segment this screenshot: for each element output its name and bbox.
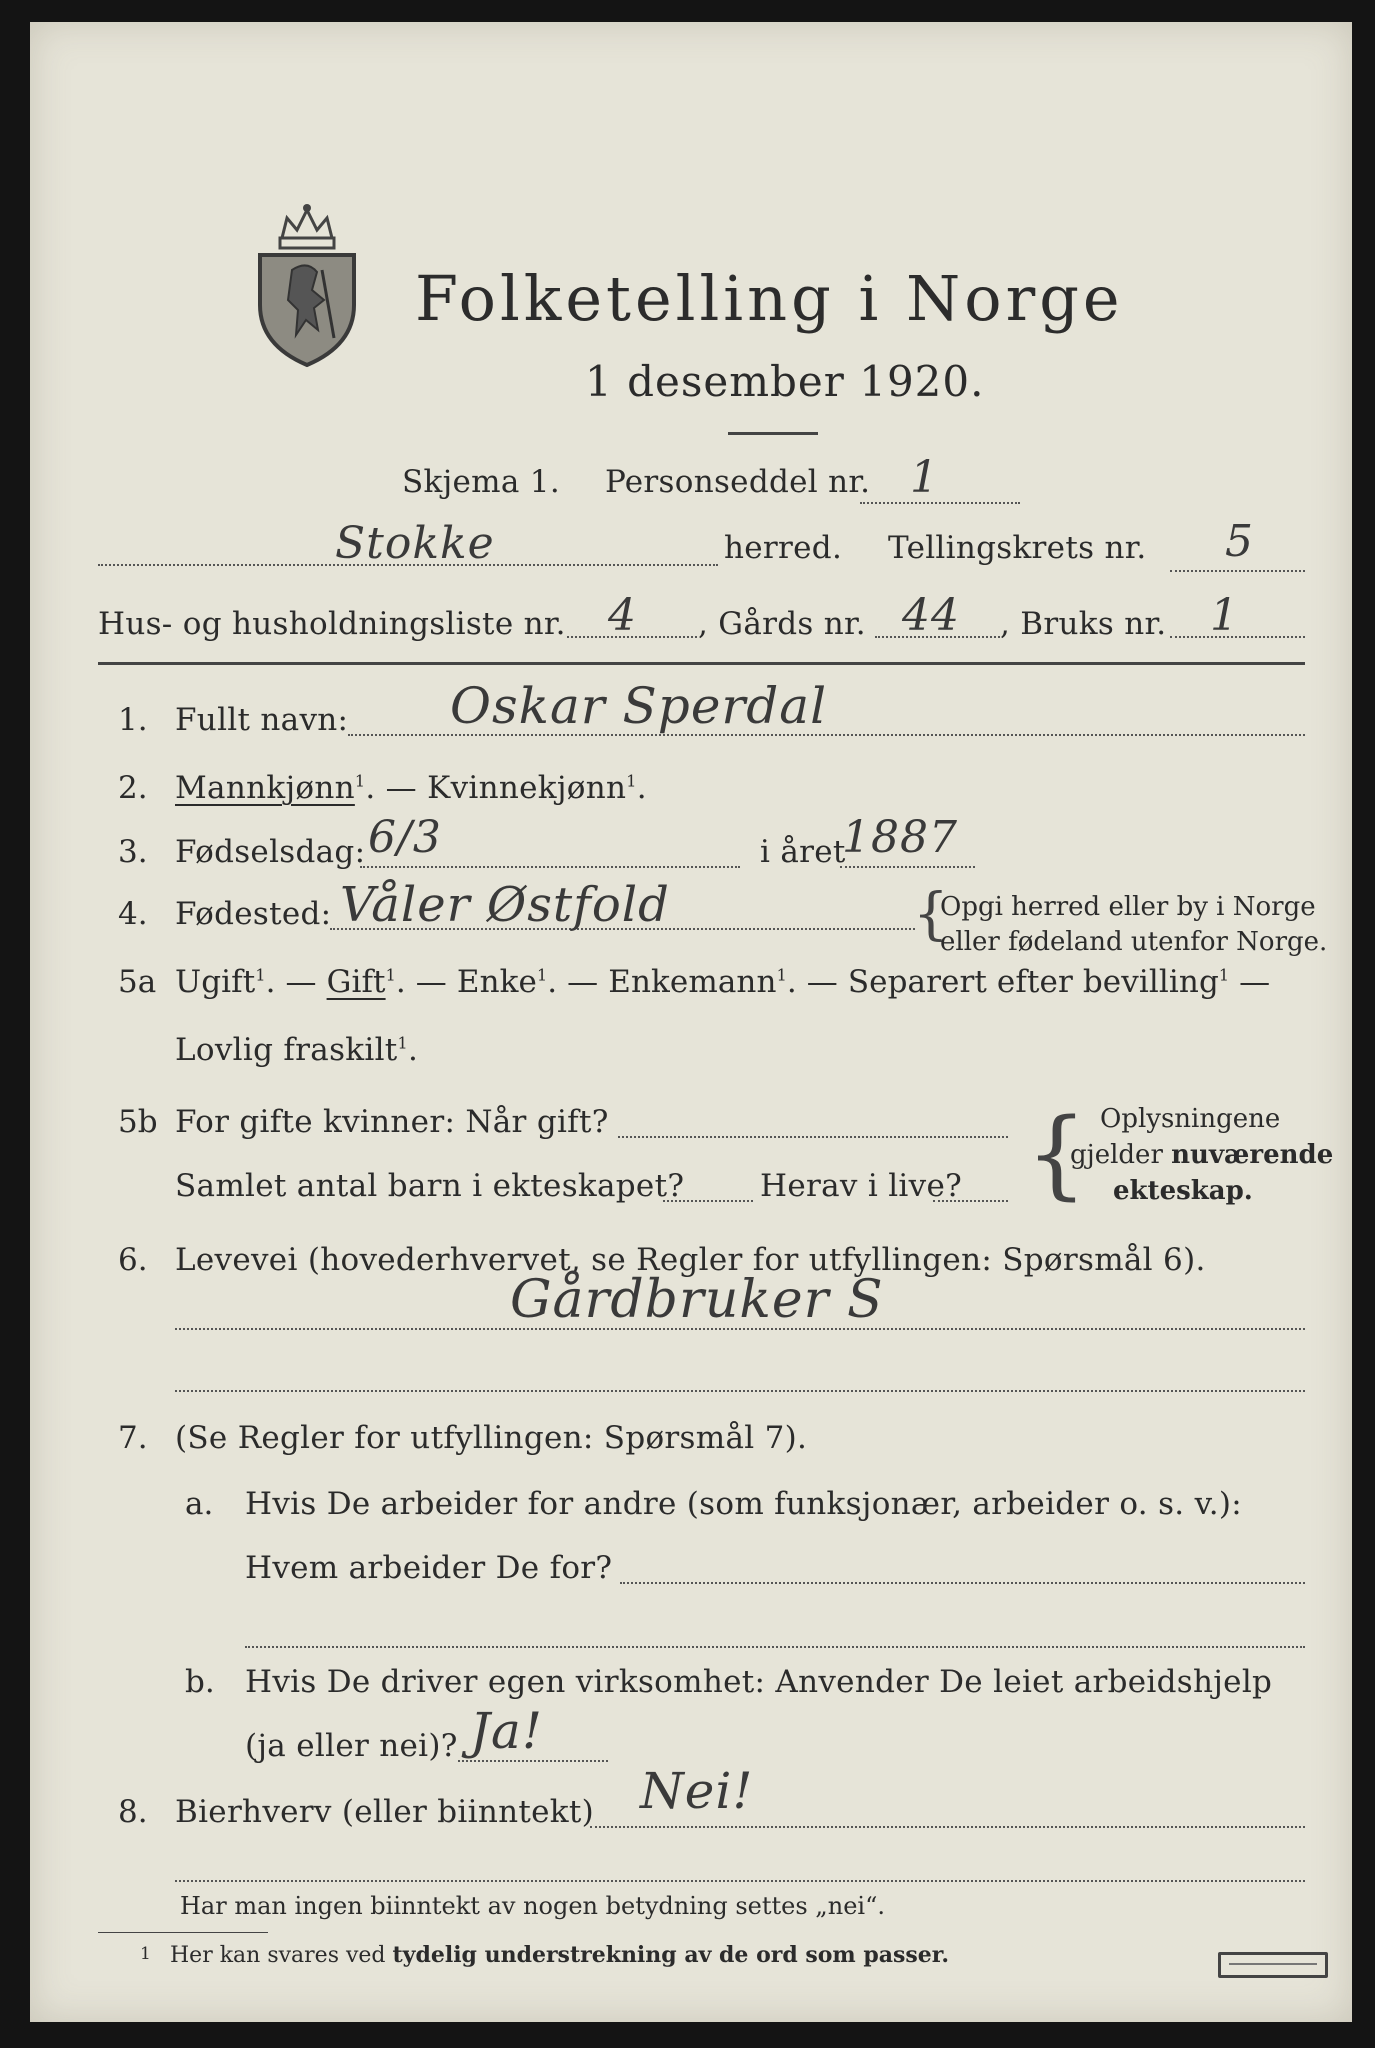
- q3-label: Fødselsdag:: [175, 834, 366, 870]
- q5b-line2a: Samlet antal barn i ekteskapet?: [175, 1168, 685, 1204]
- q7a-line1: Hvis De arbeider for andre (som funksjonær, arbeider o. s. v.):: [245, 1486, 1243, 1522]
- q1-number: 1.: [118, 702, 148, 738]
- q5b-line1-dots: [618, 1136, 1008, 1138]
- personseddel-line: [860, 502, 1020, 504]
- tellingskrets-value: 5: [1225, 516, 1254, 567]
- q7a-number: a.: [185, 1486, 214, 1522]
- q5b-brace: {: [1026, 1098, 1088, 1210]
- herred-value: Stokke: [335, 518, 495, 569]
- herred-label: herred.: [724, 530, 843, 566]
- personseddel-value: 1: [910, 452, 939, 503]
- side-income-value: Nei!: [640, 1762, 754, 1820]
- q2-number: 2.: [118, 770, 148, 806]
- hus-label: Hus- og husholdningsliste nr.: [98, 606, 566, 642]
- bruks-value: 1: [1210, 590, 1239, 641]
- form-title: Folketelling i Norge: [415, 262, 1124, 335]
- census-form-page: [30, 22, 1352, 2022]
- fraskilt-option-row: Lovlig fraskilt$^1$.: [175, 1032, 419, 1068]
- coat-of-arms-icon: [252, 200, 362, 370]
- enke-option: Enke: [456, 964, 537, 1000]
- sex-female-option: Kvinnekjønn: [427, 770, 627, 806]
- q8-label: Bierhverv (eller biinntekt): [175, 1794, 595, 1830]
- year-label: i året: [760, 834, 846, 870]
- q6-label: Levevei (hovederhvervet, se Regler for utfyllingen: Spørsmål 6).: [175, 1242, 1206, 1278]
- year-line: [840, 866, 975, 868]
- bruks-label: , Bruks nr.: [1000, 606, 1167, 642]
- q5b-number: 5b: [118, 1104, 158, 1140]
- separert-option: Separert efter bevilling: [847, 964, 1219, 1000]
- tellingskrets-label: Tellingskrets nr.: [888, 530, 1147, 566]
- ugift-option: Ugift: [175, 964, 256, 1000]
- q8-number: 8.: [118, 1794, 148, 1830]
- birth-year-value: 1887: [842, 812, 958, 863]
- birthday-value: 6/3: [368, 812, 442, 863]
- q4-note-line1: Opgi herred eller by i Norge: [940, 892, 1316, 922]
- q1-label: Fullt navn:: [175, 702, 349, 738]
- tellingskrets-line: [1170, 570, 1305, 572]
- birthday-line: [360, 866, 740, 868]
- sex-options: Mannkjønn$^1$. — Kvinnekjønn$^1$.: [175, 770, 647, 806]
- personseddel-label: Personseddel nr.: [605, 464, 871, 500]
- gards-value: 44: [902, 590, 960, 641]
- gards-label: , Gårds nr.: [698, 606, 866, 642]
- q4-label: Fødested:: [175, 896, 332, 932]
- enkemann-option: Enkemann: [608, 964, 777, 1000]
- q4-number: 4.: [118, 896, 148, 932]
- q7b-number: b.: [185, 1664, 215, 1700]
- q7b-line1: Hvis De driver egen virksomhet: Anvender De leiet arbeidshjelp: [245, 1664, 1273, 1700]
- birthplace-value: Våler Østfold: [340, 877, 670, 933]
- q5b-line1: For gifte kvinner: Når gift?: [175, 1104, 609, 1140]
- employer-line-2: [245, 1646, 1305, 1648]
- skjema-label: Skjema 1.: [402, 464, 560, 500]
- title-divider: [728, 432, 818, 435]
- printer-stamp: [1218, 1952, 1328, 1978]
- gift-option: Gift: [326, 964, 386, 1000]
- q7-label: (Se Regler for utfyllingen: Spørsmål 7).: [175, 1420, 808, 1456]
- header-separator: [98, 662, 1305, 665]
- footnote-divider: [98, 1932, 268, 1933]
- q7b-line2: (ja eller nei)?: [245, 1728, 458, 1764]
- q5b-line2a-dots: [663, 1200, 753, 1202]
- footnote-number: 1: [140, 1944, 151, 1964]
- full-name-value: Oskar Sperdal: [450, 677, 828, 735]
- q5b-line2b-dots: [933, 1200, 1008, 1202]
- footnote-text: Her kan svares ved tydelig understrekning av de ord som passer.: [170, 1942, 950, 1968]
- marital-status-options: Ugift$^1$. — Gift$^1$. — Enke$^1$. — Enkemann$^1$. — Separert efter bevilling$^1$ —: [175, 964, 1271, 1000]
- q5a-number: 5a: [118, 964, 157, 1000]
- census-date: 1 desember 1920.: [585, 357, 985, 406]
- hired-help-value: Ja!: [470, 1702, 543, 1760]
- biinntekt-note: Har man ingen biinntekt av nogen betydning settes „nei“.: [180, 1892, 885, 1920]
- q6-number: 6.: [118, 1242, 148, 1278]
- employer-line: [620, 1582, 1305, 1584]
- q5b-note-line2: gjelder nuværende: [1070, 1140, 1334, 1170]
- hired-help-line: [458, 1760, 608, 1762]
- q7-number: 7.: [118, 1420, 148, 1456]
- fraskilt-option: Lovlig fraskilt: [175, 1032, 398, 1068]
- sex-male-option: Mannkjønn: [175, 770, 355, 806]
- q3-number: 3.: [118, 834, 148, 870]
- occupation-value: Gårdbruker S: [510, 1270, 884, 1330]
- side-income-line: [590, 1826, 1305, 1828]
- q7a-line2: Hvem arbeider De for?: [245, 1550, 613, 1586]
- side-income-line-2: [175, 1880, 1305, 1882]
- q5b-line2b: Herav i live?: [760, 1168, 963, 1204]
- occupation-line-2: [175, 1390, 1305, 1392]
- q5b-note-line1: Oplysningene: [1100, 1104, 1281, 1134]
- q4-note-line2: eller fødeland utenfor Norge.: [940, 927, 1328, 957]
- q4-brace: {: [913, 882, 949, 947]
- hus-value: 4: [608, 590, 637, 641]
- q5b-note-line3: ekteskap.: [1113, 1176, 1253, 1206]
